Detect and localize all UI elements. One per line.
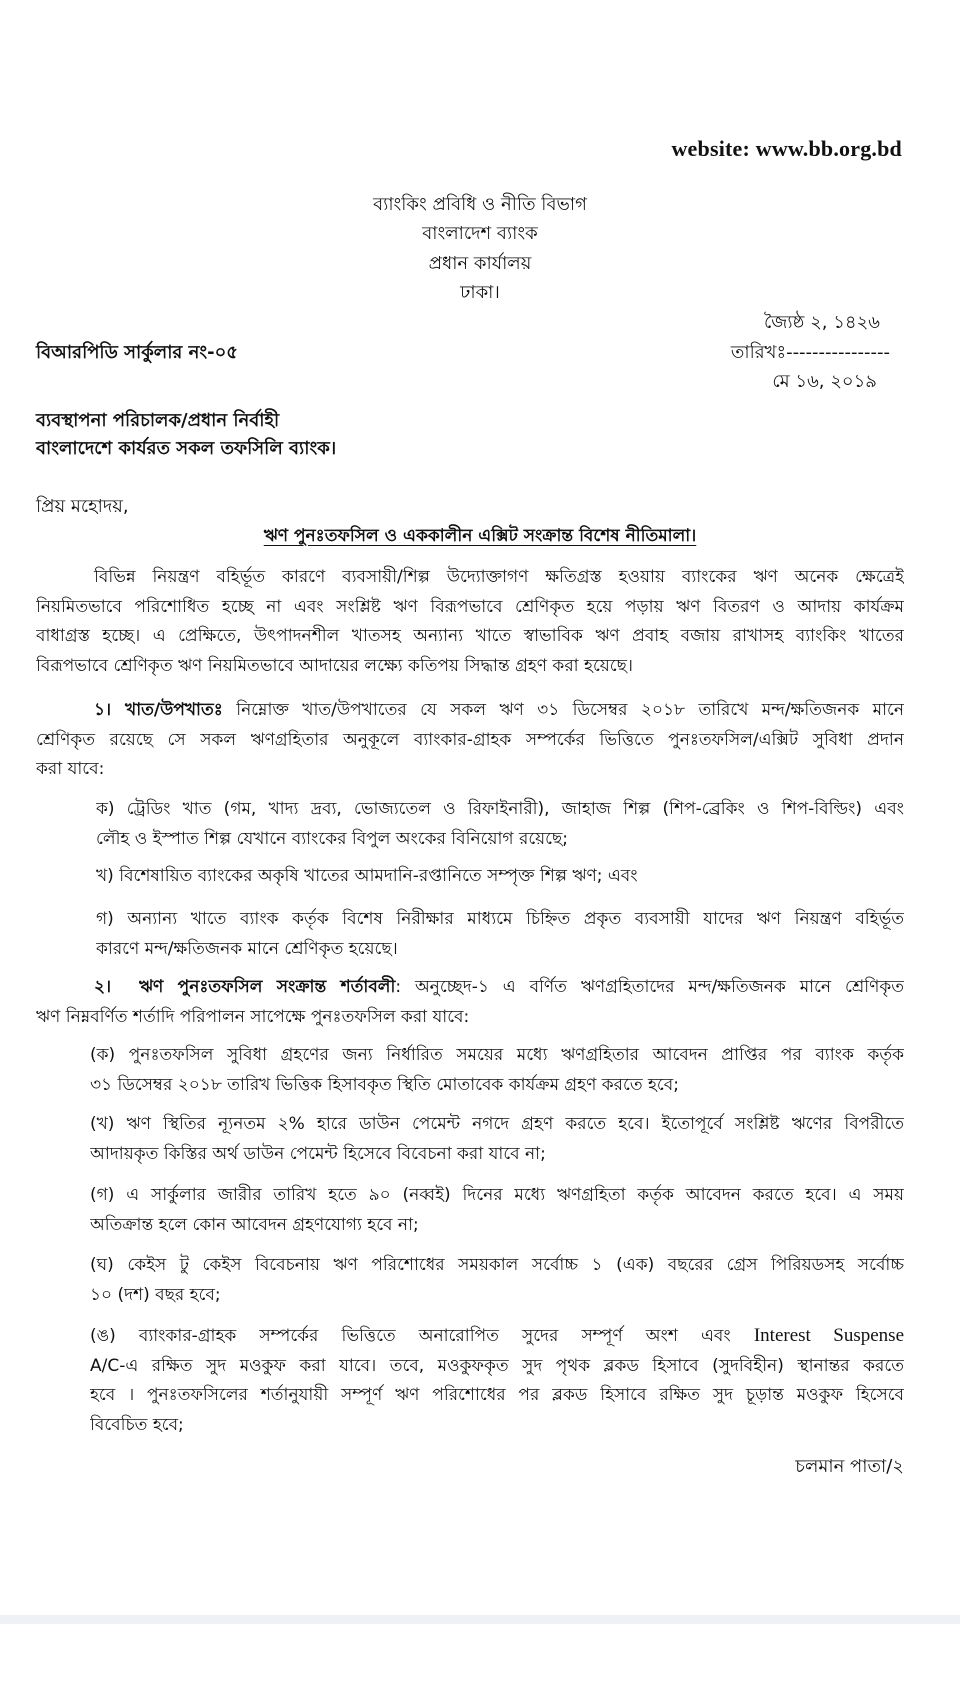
intro-line: নিয়মিতভাবে পরিশোধিত হচ্ছে না এবং সংশ্লিষ্ট ঋণ বিরূপভাবে শ্রেণিকৃত হয়ে পড়ায় ঋণ বিতরণ ও আদায় কার্যক্রম bbox=[36, 596, 904, 617]
continued-page-note: চলমান পাতা/২ bbox=[795, 1456, 904, 1477]
condition-line: (গ) এ সার্কুলার জারীর তারিখ হতে ৯০ (নব্বই) দিনের মধ্যে ঋণগ্রহিতা কর্তৃক আবেদন করতে হবে। এ সময় bbox=[90, 1185, 904, 1205]
condition-ga bbox=[90, 1181, 904, 1240]
condition-5-en: Interest Suspense bbox=[753, 1325, 904, 1346]
section-1-paragraph bbox=[36, 696, 904, 785]
blank-area bbox=[0, 1624, 960, 1706]
item-line: খ) বিশেষায়িত ব্যাংকের অকৃষি খাতের আমদানি-রপ্তানিতে সম্পৃক্ত শিল্প ঋণ; এবং bbox=[96, 866, 638, 886]
condition-line: বিবেচিত হবে; bbox=[90, 1414, 184, 1435]
condition-line bbox=[90, 1321, 904, 1352]
addressee-line-1: ব্যবস্থাপনা পরিচালক/প্রধান নির্বাহী bbox=[36, 410, 280, 431]
condition-line: আদায়কৃত কিস্তির অর্থ ডাউন পেমেন্ট হিসেবে বিবেচনা করা যাবে না; bbox=[90, 1143, 546, 1164]
condition-umo bbox=[90, 1321, 904, 1440]
page-divider bbox=[0, 1615, 960, 1624]
condition-line: অতিক্রান্ত হলে কোন আবেদন গ্রহণযোগ্য হবে না; bbox=[90, 1214, 419, 1235]
intro-line: বিভিন্ন নিয়ন্ত্রণ বহির্ভূত কারণে ব্যবসায়ী/শিল্প উদ্যোক্তাগণ ক্ষতিগ্রস্ত হওয়ায় ব্যাংকের ঋণ অনেক ক্ষেত্রেই bbox=[94, 567, 904, 587]
condition-line: (খ) ঋণ স্থিতির ন্যূনতম ২% হারে ডাউন পেমেন্ট নগদে গ্রহণ করতে হবে। ইতোপূর্বে সংশ্লিষ্ট ঋণের বিপরীতে bbox=[90, 1114, 904, 1134]
condition-kha bbox=[90, 1110, 904, 1169]
condition-line: ১০ (দশ) বছর হবে; bbox=[90, 1284, 221, 1305]
office-name: প্রধান কার্যালয় bbox=[428, 253, 532, 274]
section-1-heading: ১। খাত/উপখাতঃ bbox=[94, 700, 223, 720]
intro-line: বাধাগ্রস্ত হচ্ছে। এ প্রেক্ষিতে, উৎপাদনশীল খাতসহ অন্যান্য খাতে স্বাভাবিক ঋণ প্রবাহ বজায় রাখাসহ ব্যাংকিং খাতের bbox=[36, 626, 904, 646]
section-1-item-ga bbox=[96, 905, 904, 964]
section-1-item-kha bbox=[96, 862, 904, 892]
website-url: website: www.bb.org.bd bbox=[671, 136, 902, 161]
section-1-line: শ্রেণিকৃত রয়েছে সে সকল ঋণগ্রহিতার অনুকূলে ব্যাংকার-গ্রাহক সম্পর্কের ভিত্তিতে পুনঃতফসিল/এক্সিট সুবিধা প্রদান bbox=[36, 729, 904, 750]
condition-line: ৩১ ডিসেম্বর ২০১৮ তারিখ ভিত্তিক হিসাবকৃত স্থিতি মোতাবেক কার্যক্রম গ্রহণ করতে হবে; bbox=[90, 1074, 679, 1095]
item-line: লৌহ ও ইস্পাত শিল্প যেখানে ব্যাংকের বিপুল অংকের বিনিয়োগ রয়েছে; bbox=[96, 828, 569, 849]
intro-paragraph bbox=[36, 563, 904, 681]
condition-line: (ঘ) কেইস টু কেইস বিবেচনায় ঋণ পরিশোধের সময়কাল সর্বোচ্চ ১ (এক) বছরের গ্রেস পিরিয়ডসহ সর্বোচ্চ bbox=[90, 1255, 904, 1275]
section-1-item-ka bbox=[96, 795, 904, 854]
section-2-paragraph bbox=[36, 973, 904, 1032]
department-name: ব্যাংকিং প্রবিধি ও নীতি বিভাগ bbox=[373, 194, 587, 215]
english-date: মে ১৬, ২০১৯ bbox=[772, 371, 877, 392]
item-line: কারণে মন্দ/ক্ষতিজনক মানে শ্রেণিকৃত হয়েছে। bbox=[96, 938, 398, 959]
item-line: গ) অন্যান্য খাতে ব্যাংক কর্তৃক বিশেষ নিরীক্ষার মাধ্যমে চিহ্নিত প্রকৃত ব্যবসায়ী যাদের ঋণ নিয়ন্ত্রণ বহির্ভূত bbox=[96, 909, 904, 929]
section-1-text: নিম্নোক্ত খাত/উপখাতের যে সকল ঋণ ৩১ ডিসেম্বর ২০১৮ তারিখে মন্দ/ক্ষতিজনক মানে bbox=[222, 700, 904, 720]
condition-ka bbox=[90, 1041, 904, 1100]
condition-line: হবে । পুনঃতফসিলের শর্তানুযায়ী সম্পূর্ণ ঋণ পরিশোধের পর ব্লকড হিসাবে রক্ষিত সুদ চূড়ান্ত মওকুফ হিসেবে bbox=[90, 1385, 904, 1405]
section-1-line bbox=[36, 696, 904, 726]
condition-line: (ক) পুনঃতফসিল সুবিধা গ্রহণের জন্য নির্ধারিত সময়ের মধ্যে ঋণগ্রহিতার আবেদন প্রাপ্তির পর ব্যাংক কর্তৃক bbox=[90, 1045, 904, 1065]
addressee-line-2: বাংলাদেশে কার্যরত সকল তফসিলি ব্যাংক। bbox=[36, 438, 337, 459]
section-1-line: করা যাবে: bbox=[36, 759, 105, 779]
intro-line: বিরূপভাবে শ্রেণিকৃত ঋণ নিয়মিতভাবে আদায়ের লক্ষ্যে কতিপয় সিদ্ধান্ত গ্রহণ করা হয়েছে। bbox=[36, 655, 633, 676]
salutation: প্রিয় মহোদয়, bbox=[36, 496, 129, 517]
bank-name: বাংলাদেশ ব্যাংক bbox=[422, 223, 538, 244]
section-2-line bbox=[36, 973, 904, 1003]
date-label: তারিখঃ---------------- bbox=[730, 342, 890, 363]
section-2-number: ২। bbox=[94, 977, 112, 997]
condition-line: A/C-এ রক্ষিত সুদ মওকুফ করা যাবে। তবে, মওকুফকৃত সুদ পৃথক ব্লকড হিসাবে (সুদবিহীন) স্থানান্তর করতে bbox=[90, 1355, 904, 1376]
section-2-text: : অনুচ্ছেদ-১ এ বর্ণিত ঋণগ্রহিতাদের মন্দ/ক্ষতিজনক মানে শ্রেণিকৃত bbox=[395, 977, 904, 997]
item-line: ক) ট্রেডিং খাত (গম, খাদ্য দ্রব্য, ভোজ্যতেল ও রিফাইনারী), জাহাজ শিল্প (শিপ-ব্রেকিং ও শিপ-বিল্ডিং) এবং bbox=[96, 799, 904, 819]
subject-text: ঋণ পুনঃতফসিল ও এককালীন এক্সিট সংক্রান্ত বিশেষ নীতিমালা। bbox=[263, 526, 697, 546]
city-name: ঢাকা। bbox=[460, 282, 500, 303]
circular-number: বিআরপিডি সার্কুলার নং-০৫ bbox=[36, 342, 238, 363]
bengali-date: জ্যৈষ্ঠ ২, ১৪২৬ bbox=[764, 312, 880, 333]
condition-5-bn: (ঙ) ব্যাংকার-গ্রাহক সম্পর্কের ভিত্তিতে অনারোপিত সুদের সম্পূর্ণ অংশ এবং bbox=[90, 1326, 754, 1346]
subject-heading bbox=[0, 525, 960, 547]
condition-gha bbox=[90, 1251, 904, 1310]
section-2-heading: ঋণ পুনঃতফসিল সংক্রান্ত শর্তাবলী bbox=[138, 977, 396, 997]
section-2-line: ঋণ নিম্নবর্ণিত শর্তাদি পরিপালন সাপেক্ষে পুনঃতফসিল করা যাবে: bbox=[36, 1006, 470, 1027]
